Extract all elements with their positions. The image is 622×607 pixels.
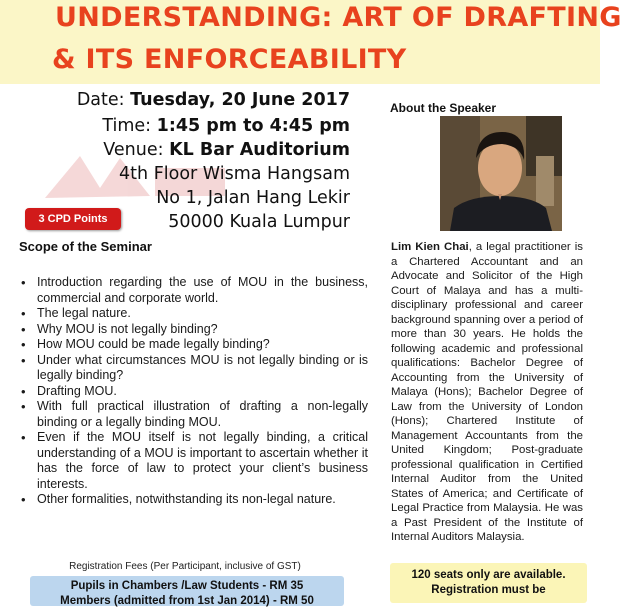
event-time bbox=[102, 116, 350, 136]
event-venue bbox=[103, 140, 350, 160]
time-value: 1:45 pm to 4:45 pm bbox=[156, 116, 350, 136]
members-fee: Members (admitted from 1st Jan 2014) - RM 50 bbox=[60, 595, 314, 607]
list-item: • The legal nature. bbox=[20, 306, 368, 322]
venue-label: Venue: bbox=[103, 140, 170, 160]
event-date bbox=[77, 90, 350, 110]
speaker-bio bbox=[391, 240, 583, 545]
list-item: • Why MOU is not legally binding? bbox=[20, 322, 368, 338]
scope-list bbox=[20, 275, 368, 508]
speaker-bio-text: , a legal practitioner is a Chartered Accountant and an Advocate and Solicitor of the High Court of Malaya and has a multi-disciplinary professional and career background spanning over a period of more than 30 years. He holds the following academic and professional qualifications: Bachelor Degree of Accounting from the University of Malaya (Hons); Bachelor Degree of Law from the University of London (Hons); Chartered Institute of Management Accountants from the United Kingdom; Post-graduate professional qualification in Certified Internal Auditor from the United States of America; and Certificate of Legal Practice from Malaysia. He was a Past President of the Institute of Internal Auditors Malaysia. bbox=[391, 241, 583, 543]
fees-box bbox=[30, 576, 344, 606]
page-title-line-2: & ITS ENFORCEABILITY bbox=[52, 44, 407, 75]
list-item: • Even if the MOU itself is not legally binding, a critical understanding of a MOU is important to ascertain whether it has the force of law to protect your client’s business interests. bbox=[20, 430, 368, 492]
about-speaker-heading: About the Speaker bbox=[390, 101, 497, 115]
seats-line-1: 120 seats only are available. bbox=[411, 569, 566, 581]
list-item: • Other formalities, notwithstanding its non-legal nature. bbox=[20, 492, 368, 508]
address-line-2: No 1, Jalan Hang Lekir bbox=[156, 188, 350, 208]
list-item: • Drafting MOU. bbox=[20, 384, 368, 400]
pupils-fee: Pupils in Chambers /Law Students - RM 35 bbox=[70, 580, 304, 592]
scope-heading: Scope of the Seminar bbox=[19, 239, 152, 254]
list-item: • Under what circumstances MOU is not legally binding or is legally binding? bbox=[20, 353, 368, 384]
venue-value: KL Bar Auditorium bbox=[169, 140, 350, 160]
seats-box bbox=[390, 563, 587, 603]
registration-fees-heading: Registration Fees (Per Participant, inclusive of GST) bbox=[69, 561, 301, 572]
seats-line-2: Registration must be bbox=[431, 584, 546, 596]
header-band bbox=[0, 0, 622, 84]
list-item: • How MOU could be made legally binding? bbox=[20, 337, 368, 353]
date-value: Tuesday, 20 June 2017 bbox=[130, 90, 350, 110]
speaker-portrait-icon bbox=[440, 116, 562, 231]
date-label: Date: bbox=[76, 90, 131, 110]
list-item: • Introduction regarding the use of MOU in the business, commercial and corporate world. bbox=[20, 275, 368, 306]
speaker-name: Lim Kien Chai bbox=[391, 241, 469, 253]
address-line-3: 50000 Kuala Lumpur bbox=[168, 212, 350, 232]
address-line-1: 4th Floor Wisma Hangsam bbox=[119, 164, 350, 184]
page-title-line-1: UNDERSTANDING: ART OF DRAFTING bbox=[55, 2, 622, 33]
time-label: Time: bbox=[102, 116, 157, 136]
list-item: • With full practical illustration of drafting a non-legally binding or a legally binding MOU. bbox=[20, 399, 368, 430]
cpd-points-badge: 3 CPD Points bbox=[25, 208, 121, 230]
